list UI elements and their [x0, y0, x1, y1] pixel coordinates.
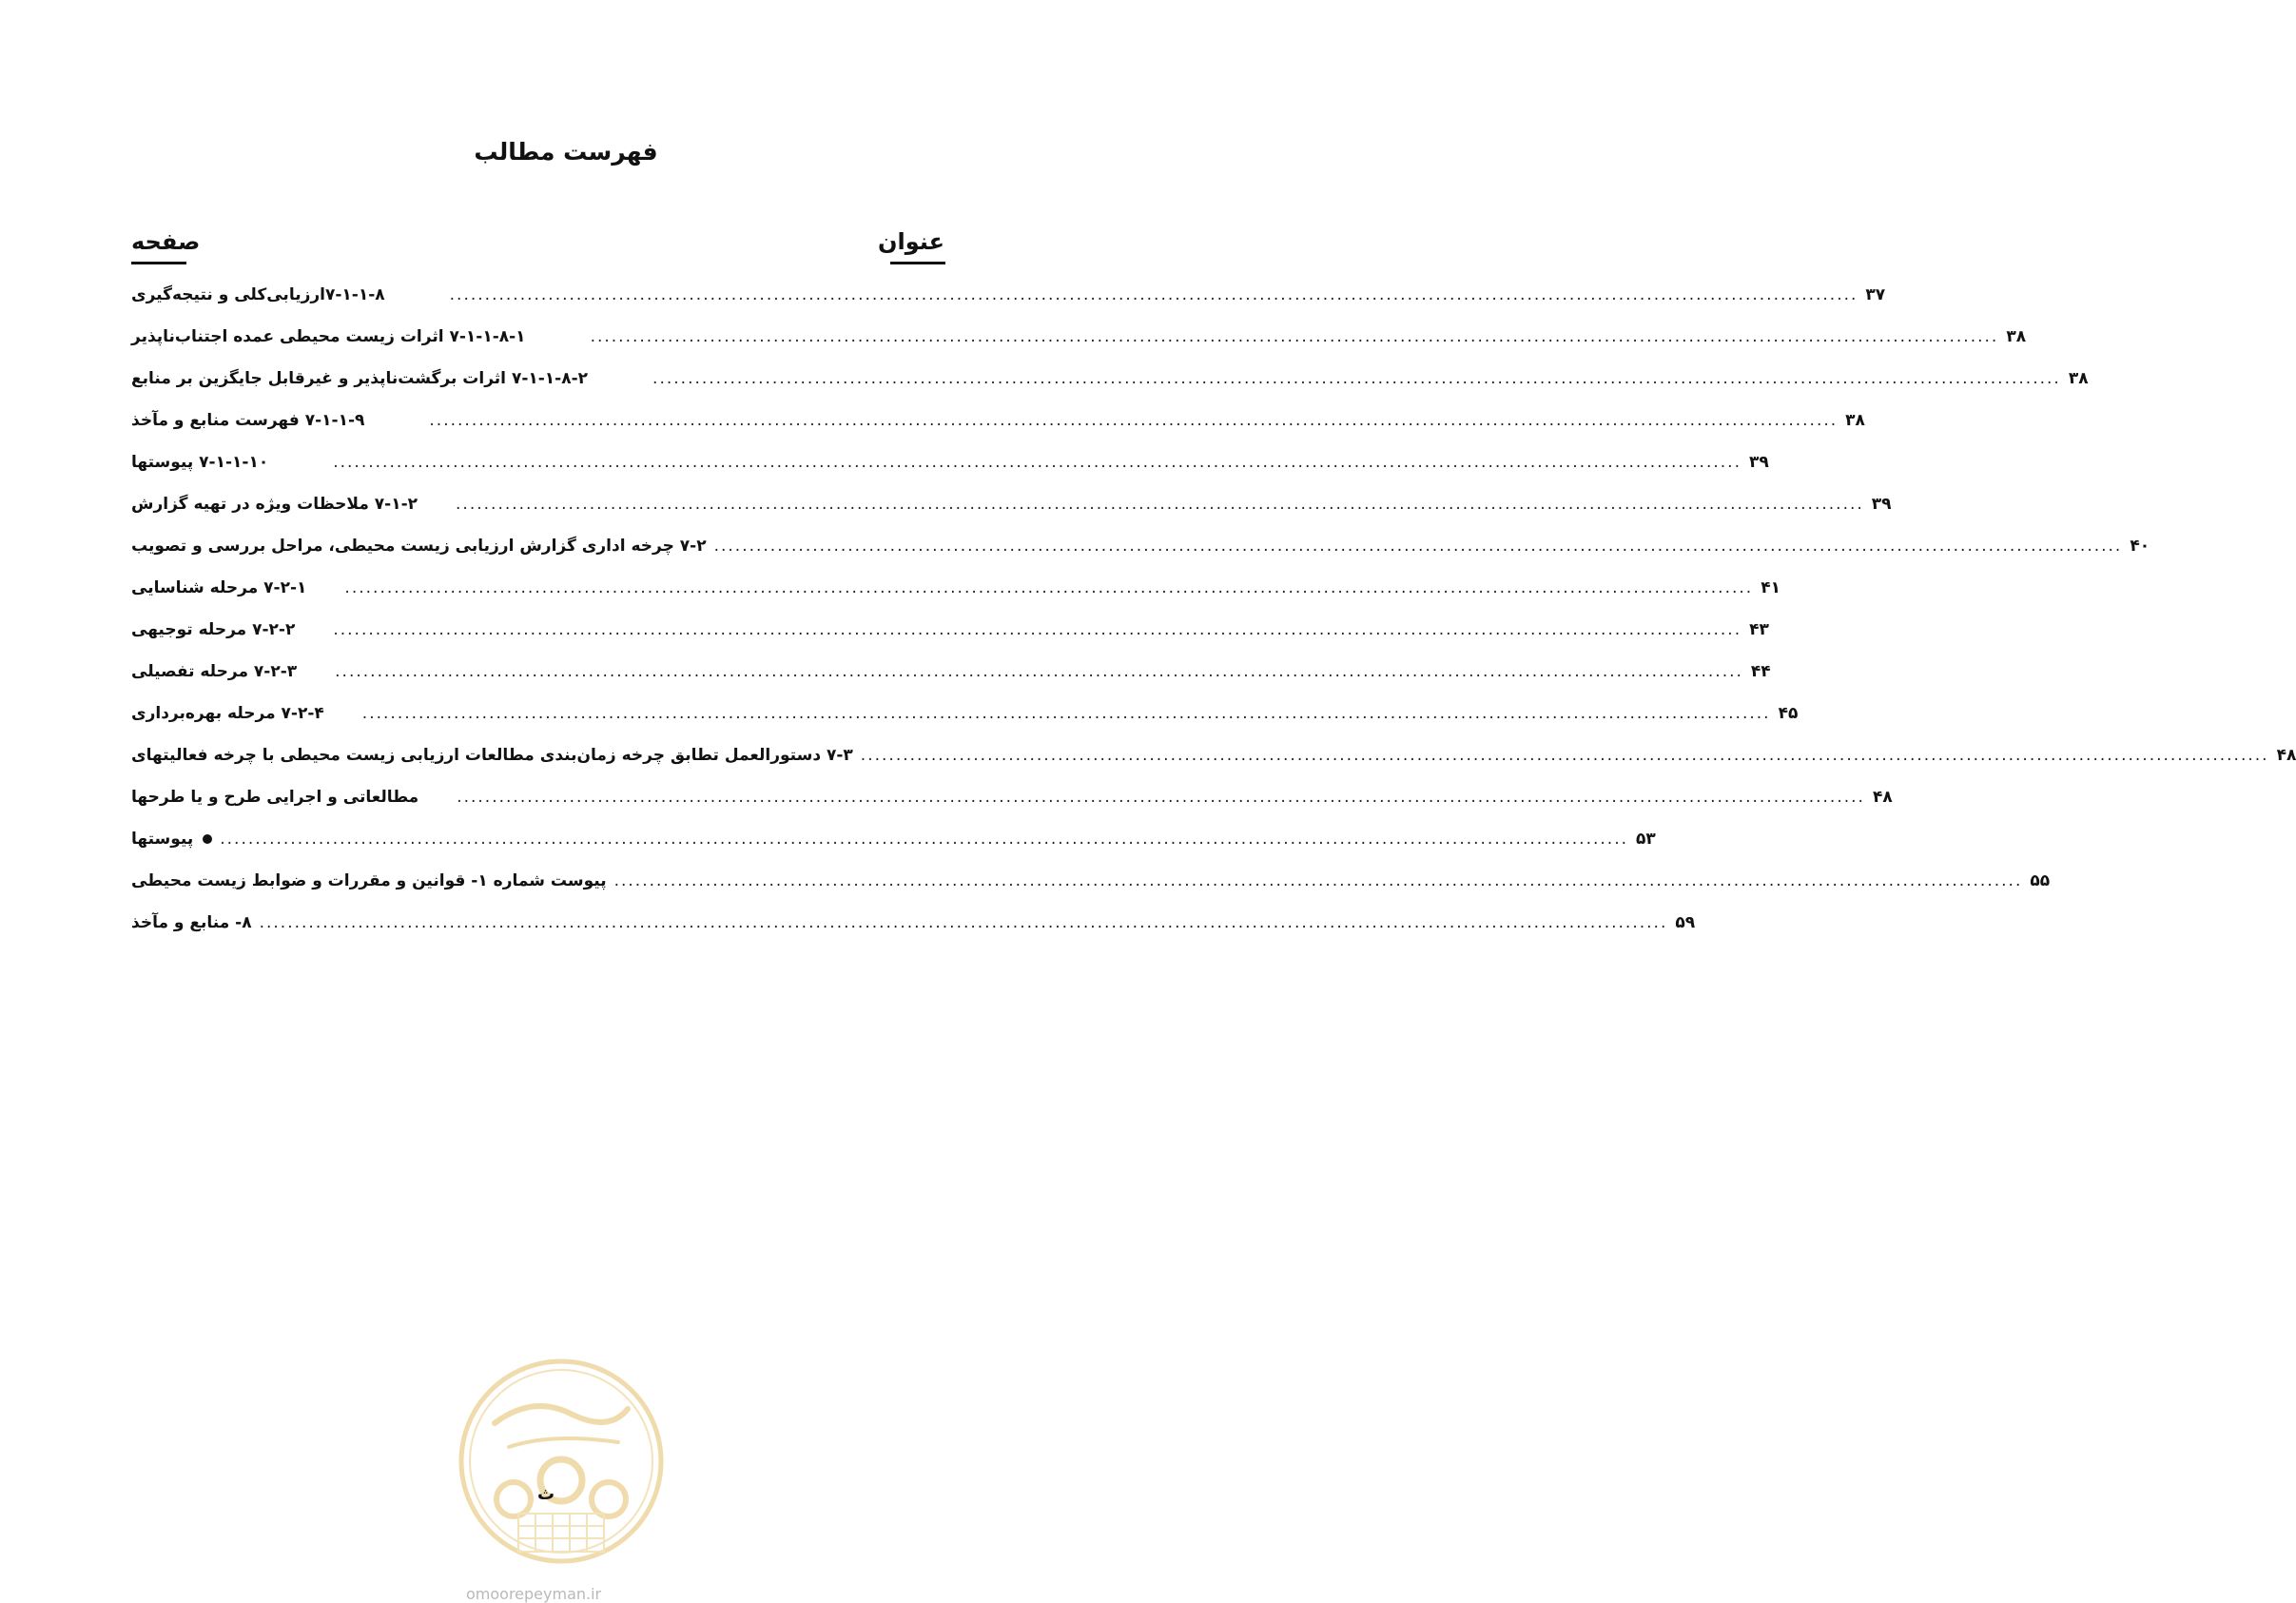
dot-leader: ........................................................................................................................................................................................................: [361, 704, 1771, 723]
column-header-title: عنوان: [878, 228, 944, 255]
watermark-site: omoorepeyman.ir: [466, 1585, 602, 1603]
toc-entry-title: [131, 411, 364, 430]
toc-entry-text: ۷-۳ دستورالعمل تطابق چرخه زمان‌بندی مطالعات ارزیابی زیست محیطی با چرخه فعالیتهای: [131, 746, 853, 765]
toc-entry-title: [131, 453, 268, 472]
toc-entry-title: [131, 746, 853, 765]
watermark-seal-logo: [457, 1357, 666, 1566]
toc-entry: [131, 525, 2150, 567]
toc-entry-title: [131, 788, 418, 807]
dot-leader: ........................................................................................................................................................................................................: [429, 411, 1839, 430]
toc-entry-title: [131, 913, 252, 932]
toc-entry-text: ۷-۲-۱ مرحله شناسایی: [131, 578, 307, 597]
toc-entry: [131, 567, 1780, 609]
toc-entry: [131, 818, 1656, 860]
dot-leader: ........................................................................................................................................................................................................: [449, 285, 1858, 304]
toc-entry-page: ۴۸: [2276, 746, 2296, 765]
toc-entry: [131, 776, 1893, 818]
toc-entry-text: ۸- منابع و مآخذ: [131, 913, 252, 932]
toc-entry-text: ۷-۱-۱-۸-۲ اثرات برگشت‌ناپذیر و غیرقابل جایگزین بر منابع: [131, 369, 589, 388]
toc-entry: [131, 400, 1865, 441]
page-header-underline: [131, 262, 186, 264]
toc-entry: [131, 693, 1799, 734]
title-header-underline: [890, 262, 945, 264]
toc-entry-page: ۴۸: [1872, 788, 1893, 807]
dot-leader: ........................................................................................................................................................................................................: [333, 453, 1741, 472]
toc-entry: [131, 316, 2027, 358]
toc-entry-title: [131, 369, 588, 388]
toc-entry-page: ۳۸: [2068, 369, 2089, 388]
table-of-contents: [131, 274, 2296, 944]
toc-entry-text: ۷-۲ چرخه اداری گزارش ارزیابی زیست محیطی، مراحل بررسی و تصویب: [131, 537, 707, 556]
toc-entry-text: ۷-۱-۱-۸-۱ اثرات زیست محیطی عمده اجتناب‌ناپذیر: [131, 327, 526, 346]
toc-entry-text: ۷-۲-۴ مرحله بهره‌برداری: [131, 704, 324, 723]
toc-entry-text: ۷-۱-۱-۹ فهرست منابع و مآخذ: [131, 411, 365, 430]
dot-leader: ........................................................................................................................................................................................................: [457, 788, 1865, 807]
toc-entry: [131, 358, 2089, 400]
toc-entry: [131, 651, 1771, 693]
toc-entry-title: [131, 327, 526, 346]
toc-entry-text: ۷-۱-۲ ملاحظات ویژه در تهیه گزارش: [131, 495, 418, 514]
toc-entry: [131, 441, 1769, 483]
toc-entry-page: ۴۵: [1778, 704, 1799, 723]
dot-leader: ........................................................................................................................................................................................................: [456, 495, 1864, 514]
toc-entry: [131, 609, 1769, 651]
dot-leader: ........................................................................................................................................................................................................: [590, 327, 1999, 346]
toc-entry-page: ۵۵: [2030, 871, 2051, 890]
toc-entry-text: ۷-۱-۱-۸ارزیابی‌کلی و نتیجه‌گیری: [131, 285, 385, 304]
toc-entry-title: [131, 662, 297, 681]
toc-entry-text: پیوستها: [131, 830, 194, 849]
toc-entry-title: [131, 578, 306, 597]
toc-entry-title: [131, 620, 295, 639]
dot-leader: ........................................................................................................................................................................................................: [333, 620, 1742, 639]
toc-entry-title: [131, 495, 418, 514]
toc-entry-text: ۷-۱-۱-۱۰ پیوستها: [131, 453, 269, 472]
toc-entry-title: [131, 285, 385, 304]
column-header-page: صفحه: [131, 228, 201, 255]
toc-entry-title: [131, 537, 707, 556]
dot-leader: ........................................................................................................................................................................................................: [860, 746, 2269, 765]
dot-leader: ........................................................................................................................................................................................................: [344, 578, 1754, 597]
toc-entry-page: ۴۳: [1749, 620, 1769, 639]
dot-leader: ........................................................................................................................................................................................................: [220, 830, 1629, 849]
dot-leader: ........................................................................................................................................................................................................: [652, 369, 2061, 388]
dot-leader: ........................................................................................................................................................................................................: [335, 662, 1743, 681]
toc-entry-page: ۵۹: [1675, 913, 1696, 932]
toc-entry-title: [131, 871, 607, 890]
toc-entry-text: پیوست شماره ۱- قوانین و مقررات و ضوابط زیست محیطی: [131, 871, 607, 890]
toc-entry: [131, 860, 2051, 902]
dot-leader: ........................................................................................................................................................................................................: [613, 871, 2023, 890]
bullet-icon: [203, 834, 212, 844]
toc-entry-page: ۴۰: [2130, 537, 2150, 556]
toc-entry-page: ۳۷: [1865, 285, 1886, 304]
toc-entry: [131, 734, 2296, 776]
toc-entry: [131, 274, 1886, 316]
page-title: فهرست مطالب: [474, 138, 658, 166]
page-folio: ث: [537, 1484, 555, 1504]
dot-leader: ........................................................................................................................................................................................................: [259, 913, 1668, 932]
toc-entry-page: ۴۴: [1750, 662, 1771, 681]
toc-entry-title: [131, 830, 212, 849]
toc-entry-page: ۳۹: [1748, 453, 1769, 472]
toc-entry-page: ۵۳: [1636, 830, 1656, 849]
toc-entry: [131, 902, 1696, 944]
toc-entry-page: ۴۱: [1761, 578, 1780, 597]
toc-entry-page: ۳۸: [2006, 327, 2027, 346]
toc-entry-page: ۳۸: [1845, 411, 1865, 430]
toc-entry-text: ۷-۲-۲ مرحله توجیهی: [131, 620, 296, 639]
toc-entry-title: [131, 704, 324, 723]
toc-entry-page: ۳۹: [1871, 495, 1892, 514]
dot-leader: ........................................................................................................................................................................................................: [713, 537, 2123, 556]
toc-entry-text: ۷-۲-۳ مرحله تفصیلی: [131, 662, 298, 681]
toc-entry: [131, 483, 1892, 525]
toc-entry-text: مطالعاتی و اجرایی طرح و یا طرحها: [131, 788, 419, 807]
